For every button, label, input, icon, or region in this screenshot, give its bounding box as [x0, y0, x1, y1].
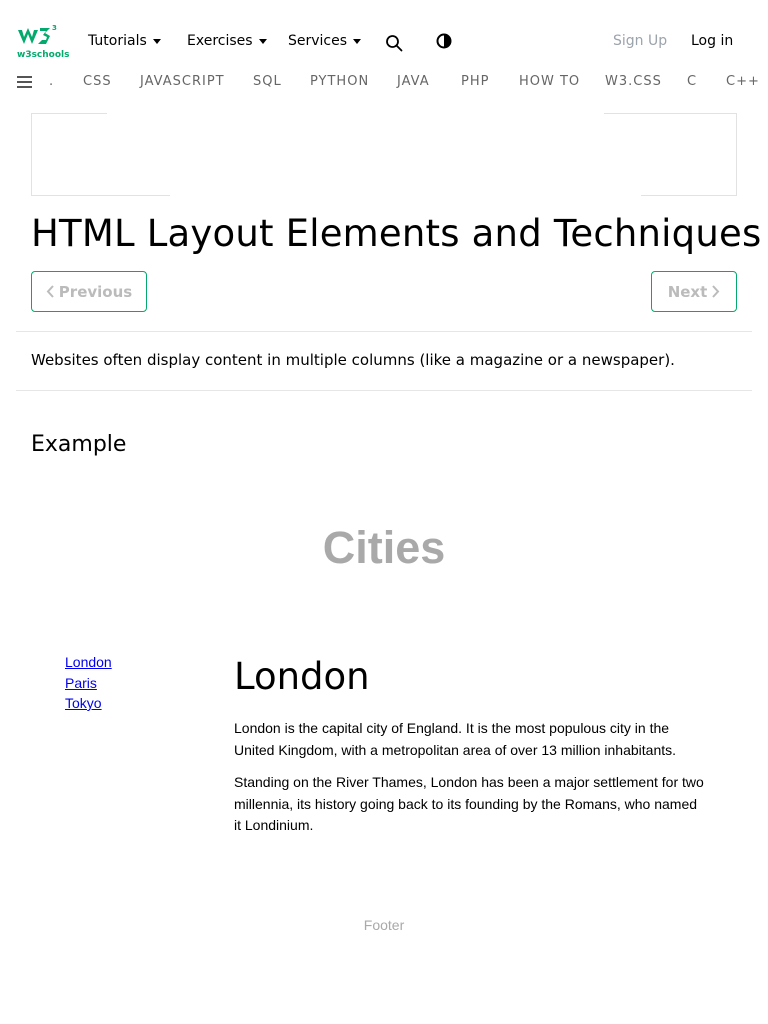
previous-label: Previous: [58, 282, 133, 301]
login-link[interactable]: Log in: [691, 33, 734, 49]
intro-text: Websites often display content in multiple columns (like a magazine or a newspaper).: [31, 351, 675, 369]
signup-link[interactable]: Sign Up: [613, 33, 668, 49]
example-header: Cities: [322, 522, 446, 573]
nav-link-paris[interactable]: Paris: [65, 674, 97, 691]
lang-item-python[interactable]: PYTHON: [310, 74, 370, 89]
example-nav: [65, 652, 112, 714]
top-navbar: [0, 0, 768, 64]
caret-down-icon: [153, 39, 161, 44]
search-icon[interactable]: [385, 34, 403, 52]
svg-text:w3schools: w3schools: [17, 50, 70, 60]
example-heading: Example: [31, 432, 127, 457]
example-footer: Footer: [363, 917, 405, 933]
lang-item[interactable]: .: [49, 74, 55, 89]
lang-item-php[interactable]: PHP: [461, 74, 490, 89]
contrast-toggle-icon[interactable]: [436, 33, 452, 49]
nav-exercises-label: Exercises: [187, 33, 253, 49]
caret-down-icon: [259, 39, 267, 44]
nav-tutorials[interactable]: [88, 33, 161, 49]
article-paragraph: London is the capital city of England. It is the most populous city in the United Kingdom, with a metropolitan area of over 13 million inhabitants.: [234, 720, 677, 758]
ad-placeholder: [31, 113, 737, 196]
lang-item-javascript[interactable]: JAVASCRIPT: [140, 74, 225, 89]
lang-item-w3css[interactable]: W3.CSS: [605, 74, 662, 89]
nav-tutorials-label: Tutorials: [88, 33, 147, 49]
lang-item-cpp[interactable]: C++: [726, 74, 760, 89]
article-paragraph: Standing on the River Thames, London has been a major settlement for two millennia, its history going back to its founding by the Romans, who named it Londinium.: [234, 774, 704, 833]
lang-item-c[interactable]: C: [687, 74, 698, 89]
lang-item-java[interactable]: JAVA: [397, 74, 430, 89]
divider: [16, 331, 752, 332]
menu-icon[interactable]: [17, 76, 32, 88]
article-title: London: [234, 655, 370, 698]
chevron-right-icon: [711, 285, 720, 298]
nav-link-london[interactable]: London: [65, 654, 112, 670]
nav-link-tokyo[interactable]: Tokyo: [65, 695, 102, 711]
svg-text:3: 3: [52, 24, 57, 32]
nav-services-label: Services: [288, 33, 348, 49]
caret-down-icon: [353, 39, 361, 44]
lang-item-howto[interactable]: HOW TO: [519, 74, 581, 89]
lang-item-sql[interactable]: SQL: [253, 74, 282, 89]
page-title: HTML Layout Elements and Techniques: [31, 212, 762, 255]
chevron-left-icon: [46, 285, 55, 298]
divider: [16, 390, 752, 391]
nav-services[interactable]: [288, 33, 361, 49]
next-label: Next: [667, 282, 708, 301]
lang-item-css[interactable]: CSS: [83, 74, 112, 89]
previous-button[interactable]: [31, 271, 147, 312]
w3schools-logo[interactable]: [16, 24, 70, 60]
nav-exercises[interactable]: [187, 33, 267, 49]
next-button[interactable]: [651, 271, 737, 312]
